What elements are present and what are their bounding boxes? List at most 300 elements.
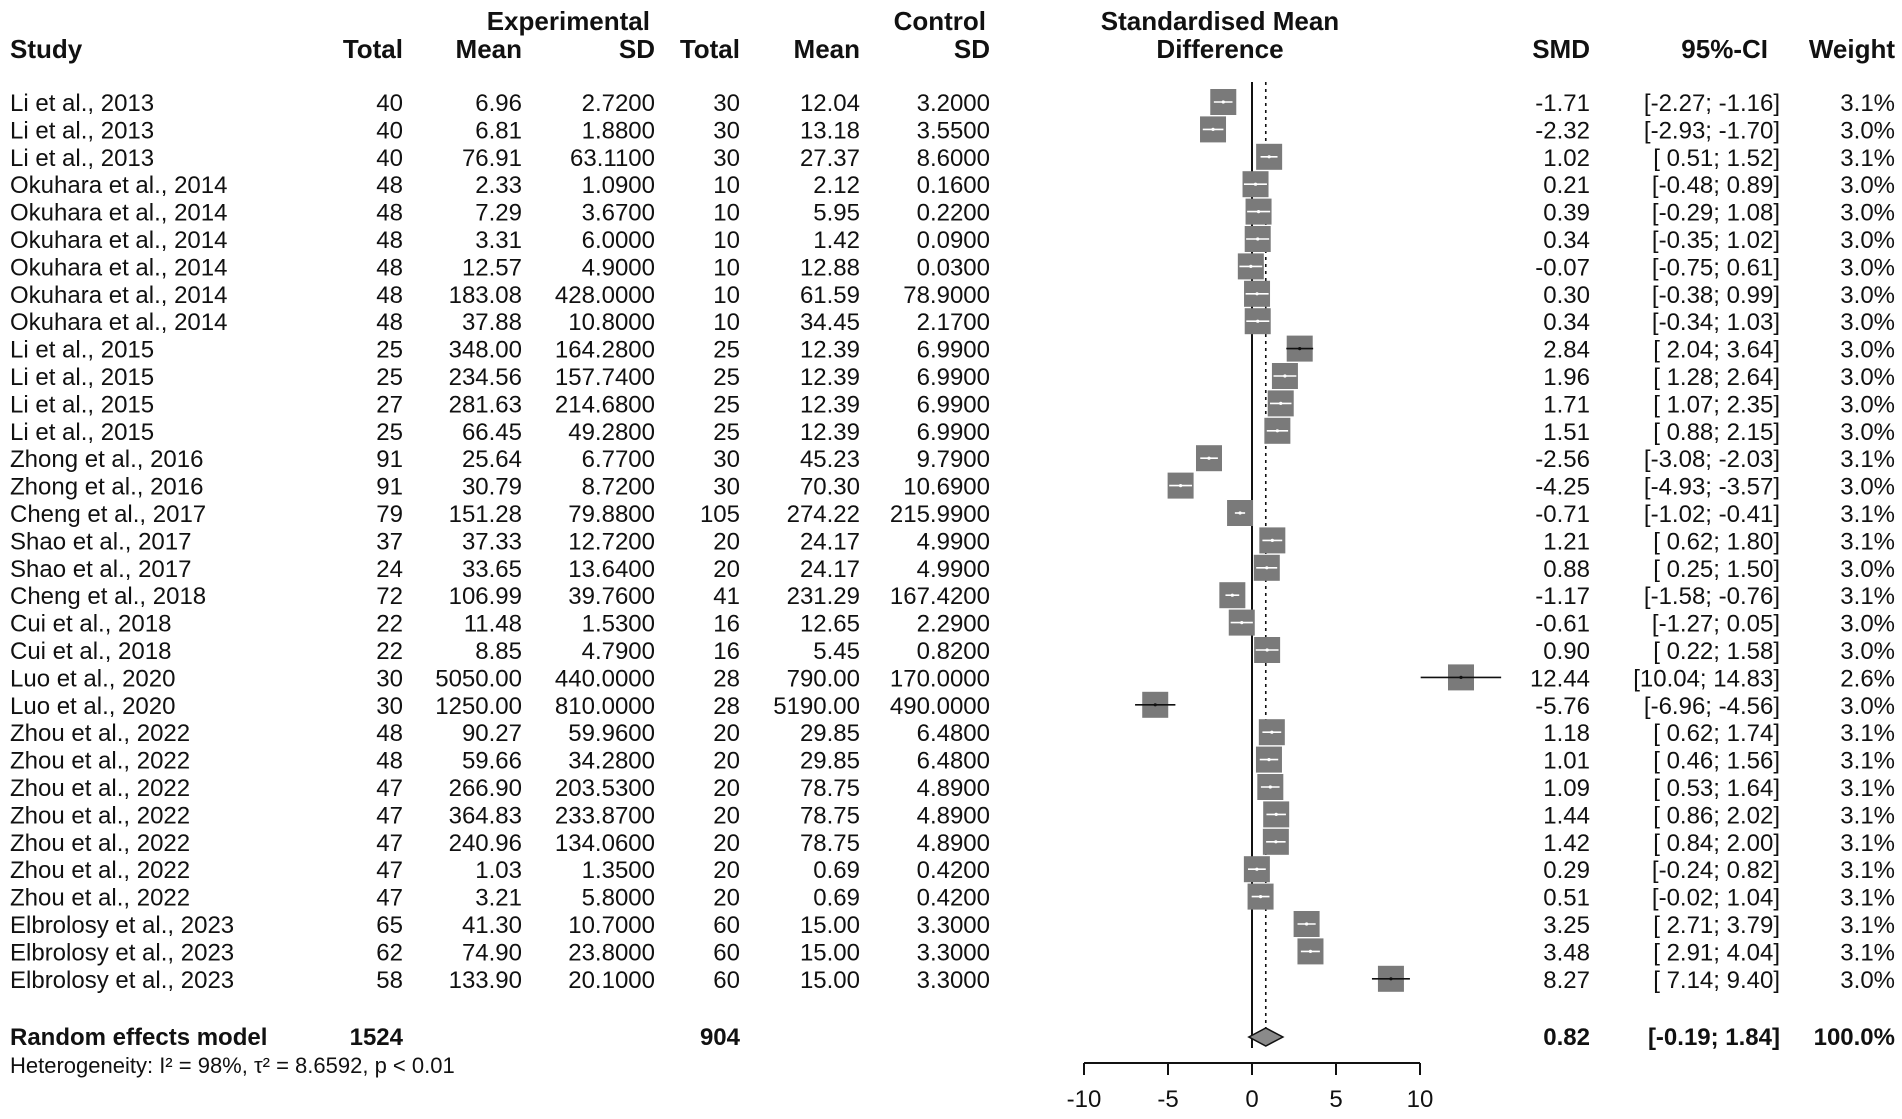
study-point <box>1222 100 1225 103</box>
cell-e-total: 91 <box>376 446 403 474</box>
cell-weight: 3.0% <box>1840 336 1895 364</box>
cell-c-sd: 3.3000 <box>916 966 990 994</box>
cell-c-mean: 24.17 <box>799 555 860 583</box>
cell-weight: 3.0% <box>1840 364 1895 391</box>
cell-study: Zhong et al., 2016 <box>10 473 204 501</box>
study-point <box>1154 703 1157 706</box>
cell-study: Okuhara et al., 2014 <box>10 281 228 309</box>
cell-weight: 3.1% <box>1840 90 1895 117</box>
cell-c-total: 20 <box>713 884 740 912</box>
cell-ci-text: [-1.58; -0.76] <box>1643 583 1780 611</box>
cell-e-sd: 1.0900 <box>581 172 655 200</box>
cell-e-total: 40 <box>376 117 403 145</box>
cell-e-sd: 10.8000 <box>568 309 655 337</box>
cell-ci-text: [-4.93; -3.57] <box>1643 473 1780 501</box>
table-row <box>10 802 1895 829</box>
cell-ci-text: [-1.27; 0.05] <box>1651 610 1780 638</box>
cell-smd-text: -2.32 <box>1535 117 1590 145</box>
cell-e-mean: 133.90 <box>448 966 522 994</box>
study-point <box>1283 374 1286 377</box>
cell-weight: 3.0% <box>1840 966 1895 994</box>
cell-e-mean: 2.33 <box>475 172 522 200</box>
cell-c-mean: 15.00 <box>799 939 860 967</box>
table-row <box>10 419 1895 446</box>
cell-e-sd: 134.0600 <box>554 829 655 857</box>
cell-smd-text: 0.88 <box>1543 555 1590 583</box>
study-mark <box>1219 582 1245 608</box>
cell-e-mean: 33.65 <box>461 555 522 583</box>
cell-weight: 3.1% <box>1840 939 1895 967</box>
cell-study: Li et al., 2013 <box>10 117 155 145</box>
study-point <box>1259 895 1262 898</box>
header-exp-total: Total <box>342 34 403 64</box>
table-row <box>10 172 1895 199</box>
table-row <box>10 556 1895 583</box>
study-point <box>1275 813 1278 816</box>
study-mark <box>1264 418 1290 444</box>
cell-e-total: 47 <box>376 829 403 857</box>
cell-e-total: 91 <box>376 473 403 501</box>
study-mark <box>1200 116 1226 142</box>
cell-c-mean: 78.75 <box>799 775 860 802</box>
cell-e-sd: 214.6800 <box>554 391 655 419</box>
cell-c-sd: 3.3000 <box>916 912 990 939</box>
study-mark <box>1238 253 1264 279</box>
cell-e-total: 24 <box>376 555 403 583</box>
cell-e-sd: 1.5300 <box>581 610 655 638</box>
study-mark <box>1246 199 1272 225</box>
cell-smd-text: -0.07 <box>1535 254 1590 282</box>
cell-e-mean: 30.79 <box>461 473 522 501</box>
header <box>10 6 1895 64</box>
study-mark <box>1256 144 1282 170</box>
study-mark <box>1135 692 1175 718</box>
cell-c-total: 25 <box>713 391 740 419</box>
study-point <box>1389 977 1392 980</box>
cell-c-sd: 4.9900 <box>916 555 990 583</box>
cell-weight: 3.1% <box>1840 884 1895 912</box>
study-mark <box>1372 966 1410 992</box>
cell-c-total: 20 <box>713 720 740 748</box>
cell-c-mean: 790.00 <box>786 665 860 693</box>
header-ctrl-mean: Mean <box>793 34 860 64</box>
study-mark <box>1168 473 1194 499</box>
cell-smd-text: -5.76 <box>1535 692 1590 720</box>
table-row <box>10 611 1895 638</box>
cell-e-total: 48 <box>376 309 403 337</box>
cell-smd-text: 2.84 <box>1543 336 1590 364</box>
cell-e-sd: 1.3500 <box>581 857 655 885</box>
cell-weight: 3.0% <box>1840 117 1895 145</box>
header-control: Control <box>893 6 986 36</box>
cell-ci-text: [-0.38; 0.99] <box>1651 281 1780 309</box>
cell-e-sd: 10.7000 <box>568 912 655 939</box>
cell-e-sd: 440.0000 <box>554 665 655 693</box>
cell-weight: 3.0% <box>1840 692 1895 720</box>
cell-e-total: 48 <box>376 720 403 748</box>
table-row <box>10 501 1895 528</box>
cell-c-total: 20 <box>713 555 740 583</box>
cell-ci-text: [ 0.62; 1.80] <box>1653 528 1780 556</box>
axis-tick-label: 0 <box>1245 1086 1259 1113</box>
cell-weight: 3.0% <box>1840 418 1895 446</box>
cell-e-mean: 76.91 <box>461 144 522 172</box>
cell-c-mean: 34.45 <box>799 309 860 337</box>
table-row <box>10 446 1895 473</box>
cell-c-mean: 12.88 <box>799 254 860 282</box>
table-row <box>10 939 1895 966</box>
cell-e-sd: 428.0000 <box>554 281 655 309</box>
study-point <box>1266 648 1269 651</box>
cell-c-total: 10 <box>713 172 740 200</box>
cell-smd-text: 0.21 <box>1543 172 1590 200</box>
cell-e-sd: 164.2800 <box>554 336 655 364</box>
cell-c-sd: 490.0000 <box>889 692 990 720</box>
cell-e-total: 47 <box>376 857 403 885</box>
cell-ci-text: [ 0.62; 1.74] <box>1653 720 1780 748</box>
study-mark <box>1286 336 1313 362</box>
table-row <box>10 967 1895 994</box>
cell-ci-text: [-0.02; 1.04] <box>1651 884 1780 912</box>
cell-c-total: 25 <box>713 418 740 446</box>
study-mark <box>1245 308 1271 334</box>
x-axis <box>1067 1063 1434 1113</box>
cell-study: Li et al., 2013 <box>10 90 155 117</box>
cell-e-total: 27 <box>376 391 403 419</box>
cell-smd-text: 3.25 <box>1543 912 1590 939</box>
summary-row <box>10 1024 1895 1051</box>
cell-ci-text: [ 2.71; 3.79] <box>1653 912 1780 939</box>
header-exp-mean: Mean <box>455 34 522 64</box>
cell-c-mean: 1.42 <box>813 227 860 254</box>
cell-c-mean: 70.30 <box>799 473 860 501</box>
table-row <box>10 638 1895 665</box>
cell-study: Okuhara et al., 2014 <box>10 199 228 227</box>
table-row <box>10 885 1895 912</box>
summary-exp-total: 1524 <box>349 1024 403 1051</box>
cell-e-mean: 6.96 <box>475 90 522 117</box>
study-point <box>1270 731 1273 734</box>
cell-smd-text: -4.25 <box>1535 473 1590 501</box>
cell-ci-text: [-0.48; 0.89] <box>1651 172 1780 200</box>
cell-e-sd: 3.6700 <box>581 199 655 227</box>
table-row <box>10 583 1895 610</box>
cell-c-sd: 6.4800 <box>916 720 990 748</box>
cell-e-mean: 66.45 <box>461 418 522 446</box>
study-mark <box>1259 527 1285 553</box>
cell-e-total: 22 <box>376 638 403 665</box>
cell-c-sd: 4.9900 <box>916 528 990 556</box>
cell-c-sd: 9.7900 <box>916 446 990 474</box>
summary-label: Random effects model <box>10 1024 268 1051</box>
cell-weight: 3.1% <box>1840 857 1895 885</box>
cell-c-sd: 167.4200 <box>889 583 990 611</box>
cell-weight: 3.1% <box>1840 501 1895 528</box>
cell-c-total: 30 <box>713 90 740 117</box>
cell-e-total: 79 <box>376 501 403 528</box>
cell-smd-text: 1.09 <box>1543 775 1590 802</box>
cell-smd-text: 0.34 <box>1543 227 1590 254</box>
study-point <box>1207 457 1210 460</box>
cell-c-sd: 0.0900 <box>916 227 990 254</box>
cell-e-mean: 348.00 <box>448 336 522 364</box>
header-ctrl-sd: SD <box>953 34 990 64</box>
cell-e-mean: 90.27 <box>461 720 522 748</box>
cell-study: Luo et al., 2020 <box>10 665 176 693</box>
cell-e-mean: 1250.00 <box>435 692 522 720</box>
cell-weight: 3.1% <box>1840 720 1895 748</box>
study-mark <box>1243 171 1269 197</box>
cell-ci-text: [ 2.91; 4.04] <box>1653 939 1780 967</box>
table-row <box>10 90 1895 117</box>
cell-study: Zhou et al., 2022 <box>10 775 191 802</box>
study-mark <box>1245 226 1271 252</box>
cell-c-total: 16 <box>713 638 740 665</box>
cell-e-mean: 3.21 <box>475 884 522 912</box>
table-row <box>10 720 1895 747</box>
cell-e-sd: 59.9600 <box>568 720 655 748</box>
study-point <box>1305 922 1308 925</box>
cell-weight: 3.1% <box>1840 446 1895 474</box>
table-row <box>10 528 1895 555</box>
study-mark <box>1244 281 1270 307</box>
cell-smd-text: -1.17 <box>1535 583 1590 611</box>
cell-c-total: 28 <box>713 665 740 693</box>
cell-e-total: 30 <box>376 692 403 720</box>
cell-c-sd: 0.1600 <box>916 172 990 200</box>
cell-c-sd: 0.8200 <box>916 638 990 665</box>
header-ci: 95%-CI <box>1681 34 1768 64</box>
study-mark <box>1248 884 1274 910</box>
cell-ci-text: [ 0.51; 1.52] <box>1653 144 1780 172</box>
cell-study: Zhou et al., 2022 <box>10 747 191 775</box>
cell-c-total: 20 <box>713 857 740 885</box>
cell-e-total: 48 <box>376 281 403 309</box>
cell-smd-text: 1.71 <box>1543 391 1590 419</box>
cell-study: Okuhara et al., 2014 <box>10 227 228 254</box>
cell-c-sd: 3.2000 <box>916 90 990 117</box>
cell-ci-text: [-2.27; -1.16] <box>1643 90 1780 117</box>
cell-c-total: 20 <box>713 829 740 857</box>
cell-smd-text: 1.44 <box>1543 802 1590 830</box>
study-mark <box>1272 363 1298 389</box>
cell-ci-text: [-6.96; -4.56] <box>1643 692 1780 720</box>
cell-e-mean: 234.56 <box>448 364 522 391</box>
cell-e-mean: 1.03 <box>475 857 522 885</box>
cell-weight: 3.0% <box>1840 309 1895 337</box>
cell-c-total: 41 <box>713 583 740 611</box>
header-exp-sd: SD <box>618 34 655 64</box>
cell-ci-text: [-0.34; 1.03] <box>1651 309 1780 337</box>
cell-c-mean: 0.69 <box>813 857 860 885</box>
header-experimental: Experimental <box>486 6 650 36</box>
cell-e-total: 72 <box>376 583 403 611</box>
cell-study: Li et al., 2015 <box>10 418 155 446</box>
cell-weight: 3.1% <box>1840 528 1895 556</box>
cell-c-sd: 6.4800 <box>916 747 990 775</box>
cell-smd-text: 1.42 <box>1543 829 1590 857</box>
cell-e-mean: 6.81 <box>475 117 522 145</box>
table-row <box>10 693 1895 720</box>
study-mark <box>1254 637 1280 663</box>
cell-e-sd: 233.8700 <box>554 802 655 830</box>
table-row <box>10 748 1895 775</box>
cell-c-sd: 0.2200 <box>916 199 990 227</box>
cell-c-total: 10 <box>713 227 740 254</box>
cell-study: Cheng et al., 2017 <box>10 501 207 528</box>
cell-weight: 3.0% <box>1840 638 1895 665</box>
study-point <box>1240 621 1243 624</box>
header-weight: Weight <box>1808 34 1895 64</box>
table-row <box>10 227 1895 254</box>
cell-study: Zhou et al., 2022 <box>10 884 191 912</box>
cell-e-sd: 49.2800 <box>568 418 655 446</box>
cell-e-mean: 151.28 <box>448 501 522 528</box>
cell-study: Okuhara et al., 2014 <box>10 172 228 200</box>
axis-tick-label: -5 <box>1157 1086 1179 1113</box>
study-mark <box>1210 89 1236 115</box>
cell-smd-text: 1.02 <box>1543 144 1590 172</box>
cell-e-sd: 6.0000 <box>581 227 655 254</box>
study-mark <box>1268 390 1294 416</box>
header-smd-line1: Standardised Mean <box>1100 6 1340 36</box>
cell-ci-text: [-0.35; 1.02] <box>1651 227 1780 254</box>
study-mark <box>1257 774 1283 800</box>
cell-c-total: 10 <box>713 199 740 227</box>
cell-smd-text: 0.90 <box>1543 638 1590 665</box>
cell-weight: 3.1% <box>1840 144 1895 172</box>
cell-e-sd: 13.6400 <box>568 555 655 583</box>
cell-weight: 3.0% <box>1840 610 1895 638</box>
cell-smd-text: -2.56 <box>1535 446 1590 474</box>
cell-e-sd: 39.7600 <box>568 583 655 611</box>
cell-e-sd: 4.9000 <box>581 254 655 282</box>
study-point <box>1276 429 1279 432</box>
study-point <box>1279 402 1282 405</box>
cell-smd-text: 1.21 <box>1543 528 1590 556</box>
cell-e-total: 25 <box>376 336 403 364</box>
cell-c-total: 60 <box>713 912 740 939</box>
cell-c-mean: 5.95 <box>813 199 860 227</box>
cell-c-total: 30 <box>713 473 740 501</box>
axis-tick-label: 10 <box>1406 1086 1434 1113</box>
cell-study: Li et al., 2013 <box>10 144 155 172</box>
cell-study: Cui et al., 2018 <box>10 610 172 638</box>
cell-ci-text: [ 0.25; 1.50] <box>1653 555 1780 583</box>
cell-smd-text: -0.61 <box>1535 610 1590 638</box>
cell-c-mean: 12.39 <box>799 336 860 364</box>
study-point <box>1274 840 1277 843</box>
cell-e-total: 22 <box>376 610 403 638</box>
cell-c-sd: 8.6000 <box>916 144 990 172</box>
cell-c-mean: 13.18 <box>799 117 860 145</box>
plot-area <box>1135 82 1501 1048</box>
table-row <box>10 117 1895 144</box>
cell-ci-text: [ 1.07; 2.35] <box>1653 391 1780 419</box>
study-point <box>1298 347 1301 350</box>
cell-c-total: 30 <box>713 446 740 474</box>
study-point <box>1265 566 1268 569</box>
cell-c-total: 10 <box>713 309 740 337</box>
cell-weight: 3.0% <box>1840 391 1895 419</box>
cell-e-sd: 12.7200 <box>568 528 655 556</box>
cell-c-mean: 15.00 <box>799 966 860 994</box>
study-point <box>1309 950 1312 953</box>
cell-study: Zhou et al., 2022 <box>10 720 191 748</box>
cell-ci-text: [ 0.22; 1.58] <box>1653 638 1780 665</box>
cell-ci-text: [-3.08; -2.03] <box>1643 446 1780 474</box>
cell-ci-text: [-0.75; 0.61] <box>1651 254 1780 282</box>
cell-c-mean: 274.22 <box>786 501 860 528</box>
cell-study: Shao et al., 2017 <box>10 528 192 556</box>
cell-ci-text: [ 0.46; 1.56] <box>1653 747 1780 775</box>
cell-c-sd: 0.4200 <box>916 857 990 885</box>
cell-study: Luo et al., 2020 <box>10 692 176 720</box>
study-mark <box>1229 610 1255 636</box>
cell-smd-text: -1.71 <box>1535 90 1590 117</box>
table-row <box>10 912 1895 939</box>
study-point <box>1271 539 1274 542</box>
cell-c-total: 20 <box>713 747 740 775</box>
study-mark <box>1259 719 1285 745</box>
cell-e-total: 37 <box>376 528 403 556</box>
cell-ci-text: [ 1.28; 2.64] <box>1653 364 1780 391</box>
cell-e-sd: 20.1000 <box>568 966 655 994</box>
cell-study: Zhou et al., 2022 <box>10 857 191 885</box>
cell-c-sd: 3.5500 <box>916 117 990 145</box>
cell-c-mean: 24.17 <box>799 528 860 556</box>
study-mark <box>1263 829 1289 855</box>
cell-e-total: 48 <box>376 172 403 200</box>
cell-ci-text: [-1.02; -0.41] <box>1643 501 1780 528</box>
study-point <box>1256 237 1259 240</box>
cell-c-total: 25 <box>713 364 740 391</box>
cell-smd-text: -0.71 <box>1535 501 1590 528</box>
cell-c-mean: 78.75 <box>799 829 860 857</box>
cell-ci-text: [ 7.14; 9.40] <box>1653 966 1780 994</box>
cell-ci-text: [ 0.88; 2.15] <box>1653 418 1780 446</box>
cell-c-sd: 4.8900 <box>916 829 990 857</box>
cell-e-total: 47 <box>376 775 403 802</box>
cell-e-mean: 240.96 <box>448 829 522 857</box>
cell-study: Okuhara et al., 2014 <box>10 309 228 337</box>
cell-e-sd: 203.5300 <box>554 775 655 802</box>
cell-e-total: 25 <box>376 418 403 446</box>
study-point <box>1257 210 1260 213</box>
cell-c-mean: 2.12 <box>813 172 860 200</box>
cell-study: Elbrolosy et al., 2023 <box>10 966 235 994</box>
cell-e-mean: 37.88 <box>461 309 522 337</box>
cell-c-sd: 0.4200 <box>916 884 990 912</box>
cell-ci-text: [-0.24; 0.82] <box>1651 857 1780 885</box>
axis-tick-label: -10 <box>1066 1086 1102 1113</box>
cell-weight: 3.0% <box>1840 227 1895 254</box>
cell-c-mean: 78.75 <box>799 802 860 830</box>
cell-c-mean: 231.29 <box>786 583 860 611</box>
table-row <box>10 145 1895 172</box>
cell-c-sd: 3.3000 <box>916 939 990 967</box>
cell-study: Cui et al., 2018 <box>10 638 172 665</box>
study-point <box>1238 511 1241 514</box>
table-row <box>10 282 1895 309</box>
table-row <box>10 391 1895 418</box>
cell-e-sd: 4.7900 <box>581 638 655 665</box>
cell-e-mean: 8.85 <box>475 638 522 665</box>
cell-weight: 3.0% <box>1840 281 1895 309</box>
cell-study: Zhou et al., 2022 <box>10 829 191 857</box>
cell-e-sd: 810.0000 <box>554 692 655 720</box>
cell-weight: 3.0% <box>1840 199 1895 227</box>
